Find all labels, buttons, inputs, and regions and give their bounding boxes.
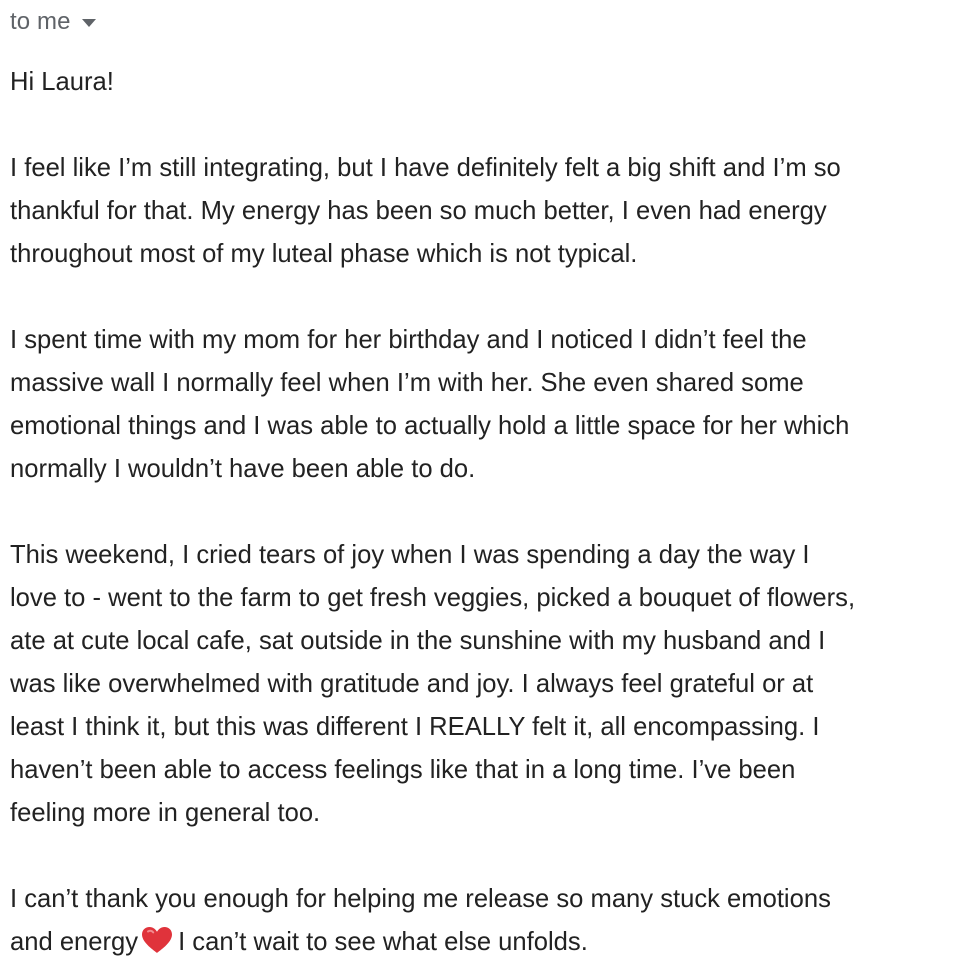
recipient-label: to me [10, 8, 71, 35]
chevron-down-icon[interactable] [82, 19, 96, 27]
email-closing [10, 878, 954, 964]
recipient-details-toggle[interactable] [10, 6, 96, 38]
email-body [10, 61, 954, 964]
heart-icon [140, 925, 174, 955]
email-closing-part-1: I can’t thank you enough for helping me release so many stuck emotions and energy [10, 885, 831, 956]
email-paragraph-1: I feel like I’m still integrating, but I have definitely felt a big shift and I’m so thankful for that. My energy has been so much better, I even had energy throughout most of my luteal phase which is not typical. [10, 154, 841, 268]
email-paragraph-3: This weekend, I cried tears of joy when I was spending a day the way I love to - went to the farm to get fresh veggies, picked a bouquet of flowers, ate at cute local cafe, sat outside in the sunshine with my husband and I was like overwhelmed with gratitude and joy. I always feel grateful or at least I think it, but this was different I REALLY felt it, all encompassing. I haven’t been able to access feelings like that in a long time. I’ve been feeling more in general too. [10, 541, 856, 827]
email-paragraph-2: I spent time with my mom for her birthday and I noticed I didn’t feel the massive wall I normally feel when I’m with her. She even shared some emotional things and I was able to actually hold a little space for her which normally I wouldn’t have been able to do. [10, 326, 850, 483]
email-closing-part-2: I can’t wait to see what else unfolds. [178, 928, 588, 956]
email-greeting: Hi Laura! [10, 68, 114, 96]
